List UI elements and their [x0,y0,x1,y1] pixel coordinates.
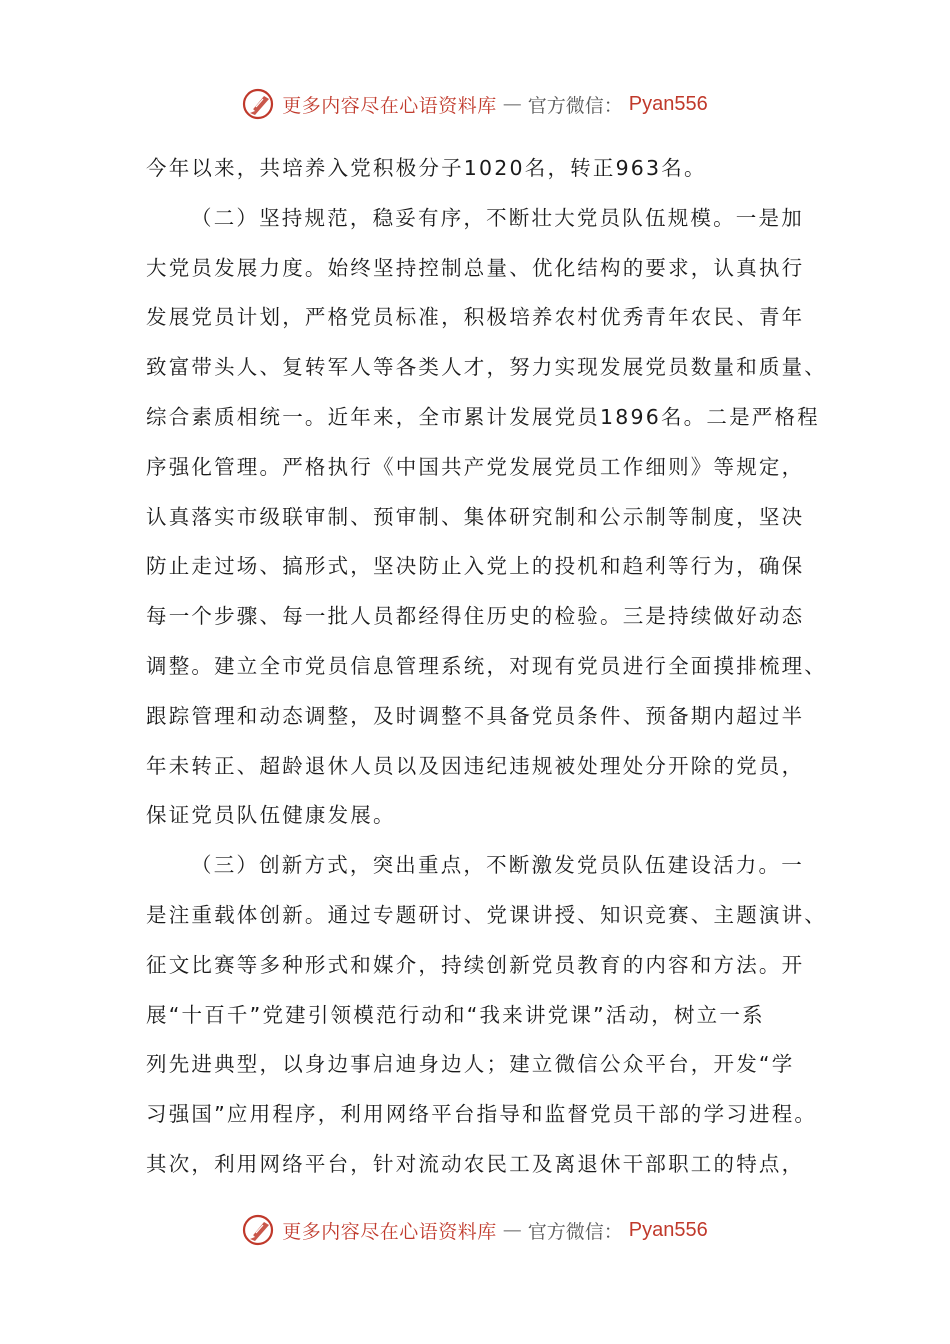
document-body [146,150,826,1196]
text-line: 防止走过场、搞形式，坚决防止入党上的投机和趋利等行为，确保 [146,554,805,579]
text-line: （三）创新方式，突出重点，不断激发党员队伍建设活力。一 [191,853,804,878]
text-line: 致富带头人、复转军人等各类人才，努力实现发展党员数量和质量、 [146,355,827,380]
watermark-banner-top [0,84,950,124]
text-line: 列先进典型，以身边事启迪身边人；建立微信公众平台，开发“学 [146,1052,795,1077]
text-line: 征文比赛等多种形式和媒介，持续创新党员教育的内容和方法。开 [146,952,805,977]
text-line: 发展党员计划，严格党员标准，积极培养农村优秀青年农民、青年 [146,305,805,330]
watermark-dash: — [502,93,522,115]
text-line: 认真落实市级联审制、预审制、集体研究制和公示制等制度，坚决 [146,504,805,529]
pen-nib-logo-icon [242,1213,276,1247]
text-line: 调整。建立全市党员信息管理系统，对现有党员进行全面摸排梳理、 [146,653,827,678]
watermark-banner-bottom [0,1210,950,1250]
text-line: 跟踪管理和动态调整，及时调整不具备党员条件、预备期内超过半 [146,703,805,728]
watermark-wechat-label: 官方微信： [527,94,623,117]
watermark-brand-text: 更多内容尽在心语资料库 [282,1220,497,1243]
text-line: 综合素质相统一。近年来，全市累计发展党员1896名。二是严格程 [146,404,820,429]
watermark-wechat-label: 官方微信： [527,1220,623,1243]
text-line: （二）坚持规范，稳妥有序，不断壮大党员队伍规模。一是加 [191,205,804,230]
text-line: 是注重载体创新。通过专题研讨、党课讲授、知识竞赛、主题演讲、 [146,902,827,927]
watermark-wechat-id: Pyan556 [628,92,708,115]
text-line: 其次，利用网络平台，针对流动农民工及离退休干部职工的特点， [146,1151,805,1176]
watermark-dash: — [502,1219,522,1241]
text-line: 今年以来，共培养入党积极分子1020名，转正963名。 [146,156,707,180]
text-line: 年未转正、超龄退休人员以及因违纪违规被处理处分开除的党员， [146,753,805,778]
watermark-wechat-id: Pyan556 [628,1218,708,1241]
text-line: 展“十百千”党建引领模范行动和“我来讲党课”活动，树立一系 [146,1002,765,1027]
text-line: 保证党员队伍健康发展。 [146,803,396,828]
watermark-brand-text: 更多内容尽在心语资料库 [282,94,497,117]
text-line: 序强化管理。严格执行《中国共产党发展党员工作细则》等规定， [146,454,805,479]
pen-nib-logo-icon [242,87,276,121]
text-line: 习强国”应用程序，利用网络平台指导和监督党员干部的学习进程。 [146,1102,818,1127]
text-line: 每一个步骤、每一批人员都经得住历史的检验。三是持续做好动态 [146,604,805,629]
text-line: 大党员发展力度。始终坚持控制总量、优化结构的要求，认真执行 [146,255,805,280]
